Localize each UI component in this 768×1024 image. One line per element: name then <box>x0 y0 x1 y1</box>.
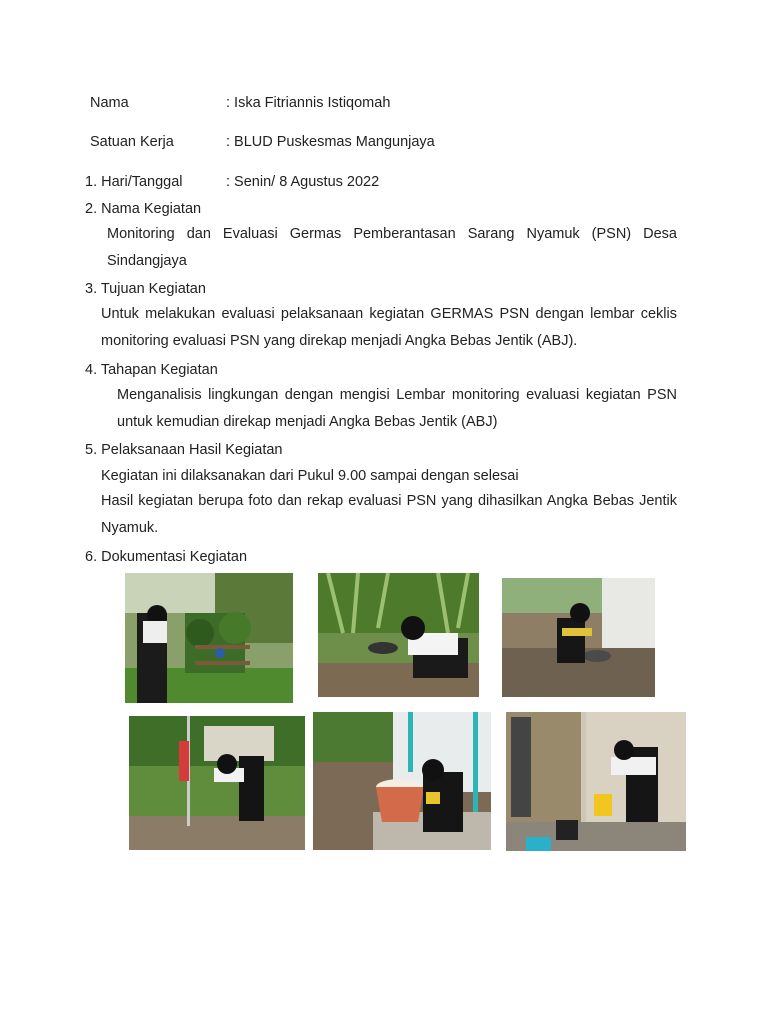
pelaksanaan-line-1: Kegiatan ini dilaksanakan dari Pukul 9.00 sampai dengan selesai <box>101 468 519 484</box>
photo-water-bucket <box>313 712 491 850</box>
nama-label: Nama <box>90 95 129 111</box>
hari-tanggal-label: 1. Hari/Tanggal <box>85 174 183 190</box>
nama-value: : Iska Fitriannis Istiqomah <box>226 95 391 111</box>
tujuan-text: Untuk melakukan evaluasi pelaksanaan kegiatan GERMAS PSN dengan lembar ceklis monitoring evaluasi PSN yang direkap menjadi Angka Bebas Jentik (ABJ). <box>101 306 677 349</box>
dokumentasi-title: 6. Dokumentasi Kegiatan <box>85 549 248 565</box>
pelaksanaan-title: 5. Pelaksanaan Hasil Kegiatan <box>85 442 283 458</box>
tujuan-title: 3. Tujuan Kegiatan <box>85 281 206 297</box>
tahapan-text: Menganalisis lingkungan dengan mengisi Lembar monitoring evaluasi kegiatan PSN untuk kemudian direkap menjadi Angka Bebas Jentik (ABJ) <box>117 387 677 430</box>
photo-flag-garden <box>129 716 305 850</box>
photo-crouching-bushes <box>318 573 479 697</box>
satuan-kerja-value: : BLUD Puskesmas Mangunjaya <box>226 134 435 150</box>
photo-garden-inspection <box>125 573 293 703</box>
tahapan-title: 4. Tahapan Kegiatan <box>85 362 218 378</box>
hari-tanggal-value: : Senin/ 8 Agustus 2022 <box>226 174 380 190</box>
nama-kegiatan-text: Monitoring dan Evaluasi Germas Pemberantasan Sarang Nyamuk (PSN) Desa Sindangjaya <box>107 226 677 269</box>
photo-yellow-bucket-door <box>506 712 686 851</box>
pelaksanaan-line-2: Hasil kegiatan berupa foto dan rekap evaluasi PSN yang dihasilkan Angka Bebas Jentik Nyamuk. <box>101 493 677 536</box>
nama-kegiatan-title: 2. Nama Kegiatan <box>85 201 202 217</box>
photo-ground-near-wall <box>502 578 655 697</box>
satuan-kerja-label: Satuan Kerja <box>90 134 174 150</box>
